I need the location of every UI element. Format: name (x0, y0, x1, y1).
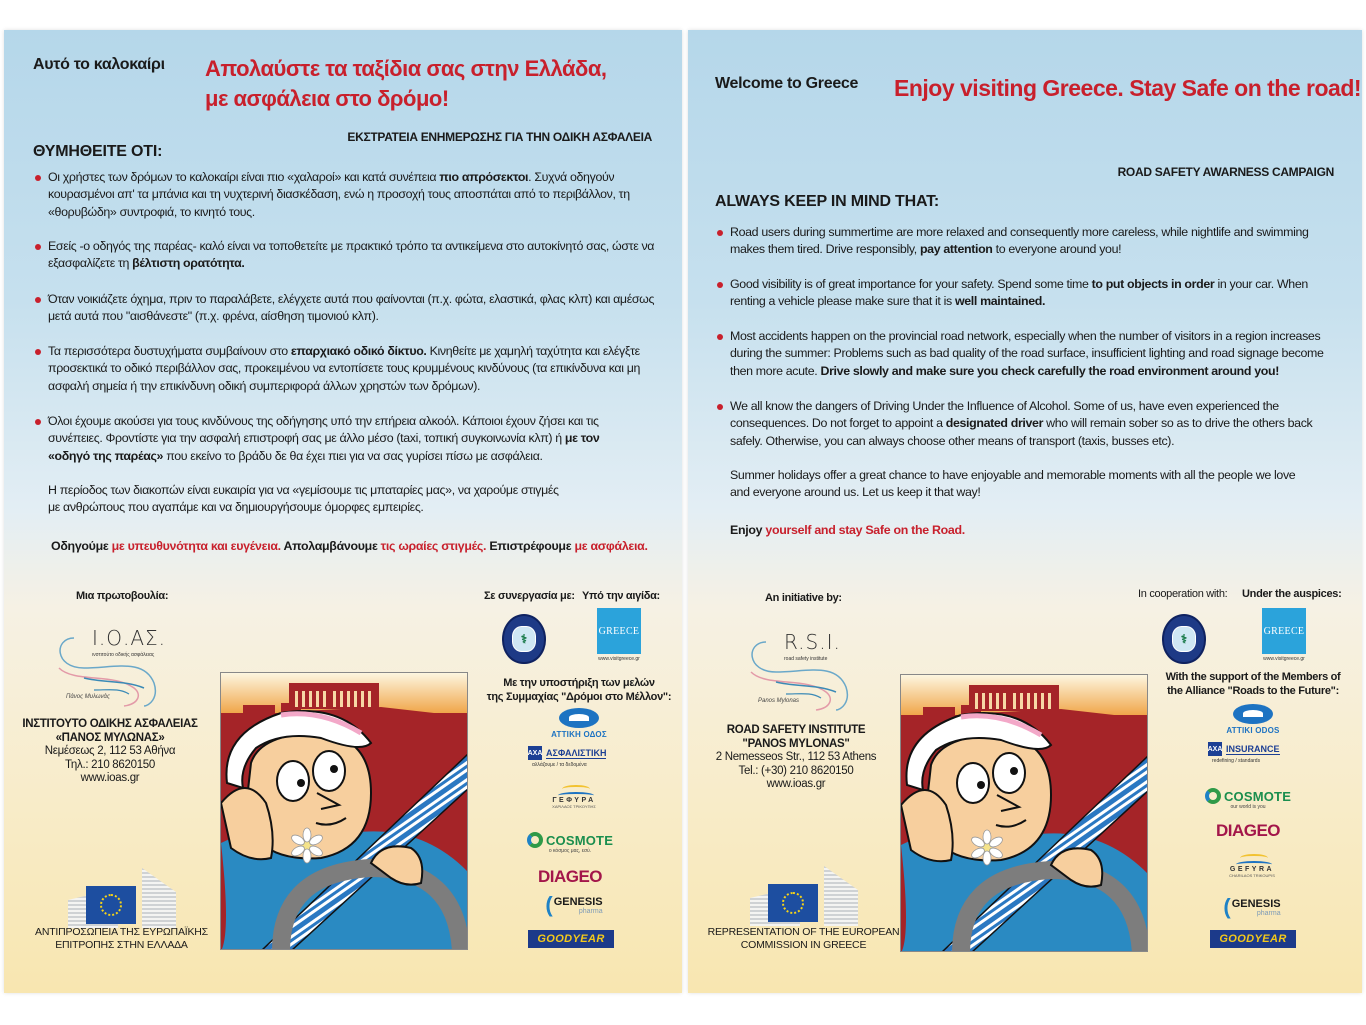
institute-website[interactable]: www.ioas.gr (766, 778, 826, 790)
institute-logo-signature: Πάνος Μυλωνάς (66, 694, 110, 700)
police-emblem-icon: ⚕ (1172, 626, 1196, 652)
institute-website[interactable]: www.ioas.gr (80, 772, 140, 784)
institute-logo-signature: Panos Mylonas (758, 698, 800, 704)
institute-name: ROAD SAFETY INSTITUTE (726, 724, 866, 736)
axa-insurance-logo (528, 742, 628, 772)
gefyra-label: ΓΕΦΥΡΑ (552, 797, 596, 804)
bullet-text: Τα περισσότερα δυστυχήματα συμβαίνουν στο (48, 344, 291, 358)
bullet-item (730, 224, 1330, 259)
slogan-part: Enjoy (730, 523, 766, 537)
diageo-logo: DIAGEO (537, 867, 603, 886)
bullet-text: Οι χρήστες των δρόμων το καλοκαίρι είναι πιο «χαλαροί» και κατά συνέπεια (48, 170, 440, 184)
slogan-part: Οδηγούμε (51, 539, 112, 553)
institute-details (706, 724, 886, 792)
initiative-label: Μια πρωτοβουλία: (76, 590, 169, 602)
bullet-text: Most accidents happen on the provincial road network, especially when the number of visitors in a region increases during the summer: Problems such as bad quality of the road surface, insufficient lighting and road signage become then more acute. (730, 329, 1324, 378)
bullet-dot-icon (717, 334, 723, 340)
bullet-dot-icon (35, 297, 41, 303)
institute-address: 2 Nemesseos Str., 112 53 Athens (715, 751, 877, 763)
bullet-dot-icon (35, 349, 41, 355)
eu-representation-label (24, 926, 219, 952)
institute-name-quoted: «ΠΑΝΟΣ ΜΥΛΩΝΑΣ» (55, 731, 165, 744)
bullet-emphasis: Drive slowly and make sure you check carefully the road environment around you! (820, 363, 1279, 378)
genesis-pharma-logo (1212, 890, 1292, 924)
remember-heading: ΘΥΜΗΘΕΙΤΕ ΟΤΙ: (33, 143, 163, 160)
gefyra-tagline: CHARILAOS TRIKOUPIS (1229, 873, 1275, 878)
bullet-dot-icon (717, 404, 723, 410)
bullet-item (730, 276, 1330, 311)
eu-label-line: ΑΝΤΙΠΡΟΣΩΠΕΙΑ ΤΗΣ ΕΥΡΩΠΑΪΚΗΣ (35, 926, 208, 938)
intro-text: Αυτό το καλοκαίρι (33, 56, 165, 73)
gefyra-label: GEFYRA (1229, 866, 1275, 873)
bullet-dot-icon (717, 230, 723, 236)
bullet-emphasis: designated driver (945, 416, 1044, 431)
paragraph-line: and everyone around us. Let us keep it that way! (730, 485, 981, 500)
european-commission-logo (62, 868, 182, 928)
headline-line-1: Απολαύστε τα ταξίδια σας στην Ελλάδα, (205, 56, 607, 81)
cartoon-driver-illustration (900, 674, 1148, 952)
cooperation-label: In cooperation with: (1138, 588, 1228, 600)
bullet-emphasis: well maintained. (954, 294, 1046, 309)
genesis-pharma-logo (534, 888, 614, 922)
cosmote-icon (1205, 788, 1221, 804)
cosmote-icon (527, 832, 543, 848)
institute-logo-subtitle: ινστιτούτο οδικής ασφάλειας (92, 652, 155, 658)
slogan-part: Επιστρέφουμε (486, 539, 575, 553)
genesis-icon: ( (1223, 894, 1231, 919)
axa-tagline: αλλάζουμε / τα δεδομένα (532, 762, 587, 768)
slogan-part-highlight: με ασφάλεια. (574, 539, 648, 553)
bullet-text: Όταν νοικιάζετε όχημα, πριν το παραλάβετε, ελέγχετε αυτά που φαίνονται (π.χ. φώτα, ελαστικά, φλας κλπ) και αμέσως μετά αυτά που "αισθάνεστε" (π.χ. φρένα, αίσθηση τιμονιού κλπ). (48, 292, 655, 324)
bullet-emphasis: to put objects in order (1091, 277, 1215, 291)
slogan-part-highlight: με υπευθυνότητα και ευγένεια. (111, 539, 281, 553)
visit-greece-url: www.visitgreece.gr (1263, 656, 1305, 662)
visit-greece-logo: GREECE (597, 608, 641, 654)
paragraph-line: με ανθρώπους που αγαπάμε και να δημιουργήσουμε όμορφες εμπειρίες. (48, 500, 424, 515)
bullet-text: Εσείς -ο οδηγός της παρέας- καλό είναι να τοποθετείτε με πρακτικό τρόπο τα αντικείμενα στο αυτοκίνητό σας, ώστε να εξασφαλίζετε τη (48, 239, 655, 271)
auspices-label: Under the auspices: (1242, 588, 1342, 600)
eu-label-line: ΕΠΙΤΡΟΠΗΣ ΣΤΗΝ ΕΛΛΑΔΑ (55, 939, 188, 951)
axa-label: ΑΣΦΑΛΙΣΤΙΚΗ (546, 747, 607, 758)
bullet-dot-icon (717, 282, 723, 288)
headline-line-2: με ασφάλεια στο δρόμο! (205, 86, 449, 111)
institute-logo (746, 632, 856, 712)
support-label (474, 676, 682, 704)
bullet-emphasis: με τον «οδηγό της παρέας» (48, 431, 600, 463)
bullet-text: Road users during summertime are more relaxed and consequently more careless, while nightlife and swimming makes them tired. Drive responsibly, (730, 225, 1309, 257)
axa-insurance-logo (1208, 738, 1308, 768)
eu-flag-icon (86, 886, 136, 924)
closing-slogan (51, 539, 648, 553)
institute-phone: Tel.: (+30) 210 8620150 (738, 764, 854, 777)
institute-logo (54, 626, 167, 708)
institute-logo-title: Ι.Ο.ΑΣ. (92, 626, 167, 650)
attiki-odos-icon (559, 708, 599, 728)
hellenic-police-logo (1162, 614, 1206, 664)
greek-flyer-panel (4, 30, 682, 993)
cooperation-label: Σε συνεργασία με: (484, 590, 575, 602)
remember-heading: ALWAYS KEEP IN MIND THAT: (715, 193, 940, 210)
bullet-dot-icon (35, 175, 41, 181)
support-label-line: the Alliance "Roads to the Future": (1167, 685, 1339, 697)
attiki-odos-icon (1233, 704, 1273, 724)
bullet-text: We all know the dangers of Driving Under the Influence of Alcohol. Some of us, have even experienced the consequences. Do not forget to appoint a (730, 399, 1279, 431)
cosmote-label: COSMOTE (1223, 788, 1292, 804)
paragraph-line: Summer holidays offer a great chance to have enjoyable and memorable moments with all the people we love (730, 468, 1296, 482)
bullet-emphasis: επαρχιακό οδικό δίκτυο. (290, 344, 427, 358)
axa-tagline: redefining / standards (1212, 758, 1261, 764)
cosmote-logo (520, 828, 620, 858)
eu-representation-label (706, 926, 901, 952)
closing-slogan (730, 523, 965, 537)
cartoon-driver-icon (901, 675, 1148, 952)
bullet-text: . Συχνά οδηγούν κουρασμένοι απ' τα μπάνια και τη νυχτερινή διασκέδαση, ενώ η προσοχή τους αποσπάται από το περιβάλλον, τη «θορυβώδη» συντροφιά, το κινητό τους. (48, 170, 630, 219)
cartoon-driver-illustration (220, 672, 468, 950)
bullet-item (48, 413, 638, 465)
axa-label: INSURANCE (1226, 743, 1280, 754)
slogan-part: Απολαμβάνουμε (280, 539, 381, 553)
bullet-emphasis: βέλτιστη ορατότητα. (132, 256, 245, 271)
slogan-part-highlight: yourself and stay Safe on the Road. (765, 523, 965, 537)
intro-text: Welcome to Greece (715, 75, 859, 92)
eu-flag-icon (768, 884, 818, 922)
support-label-line: With the support of the Members of (1165, 671, 1341, 683)
bullet-item (730, 328, 1340, 380)
institute-logo-title: R.S.I. (784, 630, 841, 654)
cartoon-driver-icon (221, 673, 468, 950)
campaign-label: ROAD SAFETY AWARNESS CAMPAIGN (1117, 165, 1334, 179)
visit-greece-logo: GREECE (1262, 608, 1306, 654)
hellenic-police-logo (502, 614, 546, 664)
institute-name-quoted: "PANOS MYLONAS" (742, 737, 850, 750)
bullet-dot-icon (35, 244, 41, 250)
gefyra-sun-icon (1232, 852, 1272, 866)
diageo-logo: DIAGEO (1215, 821, 1281, 840)
initiative-label: An initiative by: (765, 592, 842, 604)
bullet-text: Good visibility is of great importance for your safety. Spend some time (730, 277, 1092, 291)
genesis-label: GENESIS (553, 895, 603, 908)
gefyra-logo (534, 776, 614, 816)
genesis-tagline: pharma (1256, 909, 1281, 917)
auspices-label: Υπό την αιγίδα: (582, 590, 660, 602)
eu-label-line: REPRESENTATION OF THE EUROPEAN (707, 926, 900, 938)
paragraph-line: Η περίοδος των διακοπών είναι ευκαιρία για να «γεμίσουμε τις μπαταρίες μας», να χαρούμε στιγμές (48, 483, 559, 497)
genesis-label: GENESIS (1231, 897, 1281, 910)
gefyra-tagline: ΧΑΡΙΛΑΟΣ ΤΡΙΚΟΥΠΗΣ (552, 804, 596, 809)
cosmote-label: COSMOTE (545, 832, 614, 848)
english-flyer-panel (688, 30, 1362, 993)
bullet-text: in your car. When renting a vehicle please make sure that it is (730, 277, 1308, 309)
bullet-text: που εκείνο το βράδυ δε θα έχει πιει για να σας γυρίσει πίσω με ασφάλεια. (163, 448, 543, 463)
goodyear-logo: GOODYEAR (528, 930, 614, 948)
headline (205, 54, 607, 114)
gefyra-logo (1212, 844, 1292, 886)
holiday-paragraph (48, 482, 668, 517)
eu-label-line: COMMISSION IN GREECE (740, 939, 867, 951)
institute-phone: Τηλ.: 210 8620150 (65, 758, 155, 771)
slogan-part-highlight: τις ωραίες στιγμές. (380, 539, 487, 553)
bullet-item (48, 343, 663, 395)
attiki-odos-label: ΑΤΤΙΚΗ ΟΔΟΣ (551, 729, 607, 739)
attiki-odos-label: ATTIKI ODOS (1226, 725, 1280, 735)
axa-icon: AXA (1208, 742, 1222, 756)
institute-address: Νεμέσεως 2, 112 53 Αθήνα (44, 745, 176, 757)
cosmote-tagline: our world is you (1230, 804, 1266, 810)
police-emblem-icon: ⚕ (512, 626, 536, 652)
axa-icon: AXA (528, 746, 542, 760)
support-label (1148, 670, 1358, 698)
campaign-label: ΕΚΣΤΡΑΤΕΙΑ ΕΝΗΜΕΡΩΣΗΣ ΓΙΑ ΤΗΝ ΟΔΙΚΗ ΑΣΦΑΛΕΙΑ (347, 130, 652, 144)
attiki-odos-logo (1208, 702, 1298, 736)
gefyra-sun-icon (554, 783, 594, 797)
cosmote-tagline: ο κόσμος μας, εσύ. (548, 848, 592, 854)
support-label-line: Με την υποστήριξη των μελών (503, 677, 655, 689)
cosmote-logo (1196, 784, 1300, 814)
attiki-odos-logo (534, 706, 624, 740)
support-label-line: της Συμμαχίας "Δρόμοι στο Μέλλον": (486, 691, 672, 703)
institute-details (20, 718, 200, 786)
bullet-dot-icon (35, 419, 41, 425)
institute-name: ΙΝΣΤΙΤΟΥΤΟ ΟΔΙΚΗΣ ΑΣΦΑΛΕΙΑΣ (22, 718, 198, 730)
bullet-item (48, 291, 663, 326)
european-commission-logo (744, 866, 864, 926)
bullet-item (730, 398, 1330, 450)
genesis-tagline: pharma (578, 907, 603, 915)
bullet-item (48, 238, 668, 273)
bullet-text: Όλοι έχουμε ακούσει για τους κινδύνους της οδήγησης υπό την επήρεια αλκοόλ. Κάποιοι έχουν ζήσει και τις συνέπειες. Φροντίστε για την ασφαλή επιστροφή σας με άλλο μέσο (taxi, τοπική συγκοινωνία κλπ) ή (48, 414, 599, 446)
bullet-text: to everyone around you! (992, 242, 1122, 257)
visit-greece-url: www.visitgreece.gr (598, 656, 640, 662)
bullet-emphasis: pay attention (919, 242, 993, 257)
institute-logo-subtitle: road safety institute (784, 656, 828, 662)
bullet-item (48, 169, 658, 221)
bullet-text: Κινηθείτε με χαμηλή ταχύτητα και ελέγξτε προσεκτικά το οδικό περιβάλλον σας, προκειμένου να εντοπίσετε τους κρυμμένους κινδύνους (τα επικίνδυνα και μη ασφαλή σημεία ή την επικίνδυνη οδική συμπεριφορά άλλων χρηστών των δρόμων). (48, 344, 641, 393)
headline: Enjoy visiting Greece. Stay Safe on the road! (894, 75, 1362, 101)
goodyear-logo: GOODYEAR (1210, 930, 1296, 948)
bullet-emphasis: πιο απρόσεκτοι (439, 170, 529, 184)
holiday-paragraph (730, 467, 1350, 502)
genesis-icon: ( (545, 892, 553, 917)
bullet-text: who will remain sober so as to drive the others back safely. Otherwise, you can always choose other means of transport (taxis, busses etc). (730, 416, 1313, 448)
